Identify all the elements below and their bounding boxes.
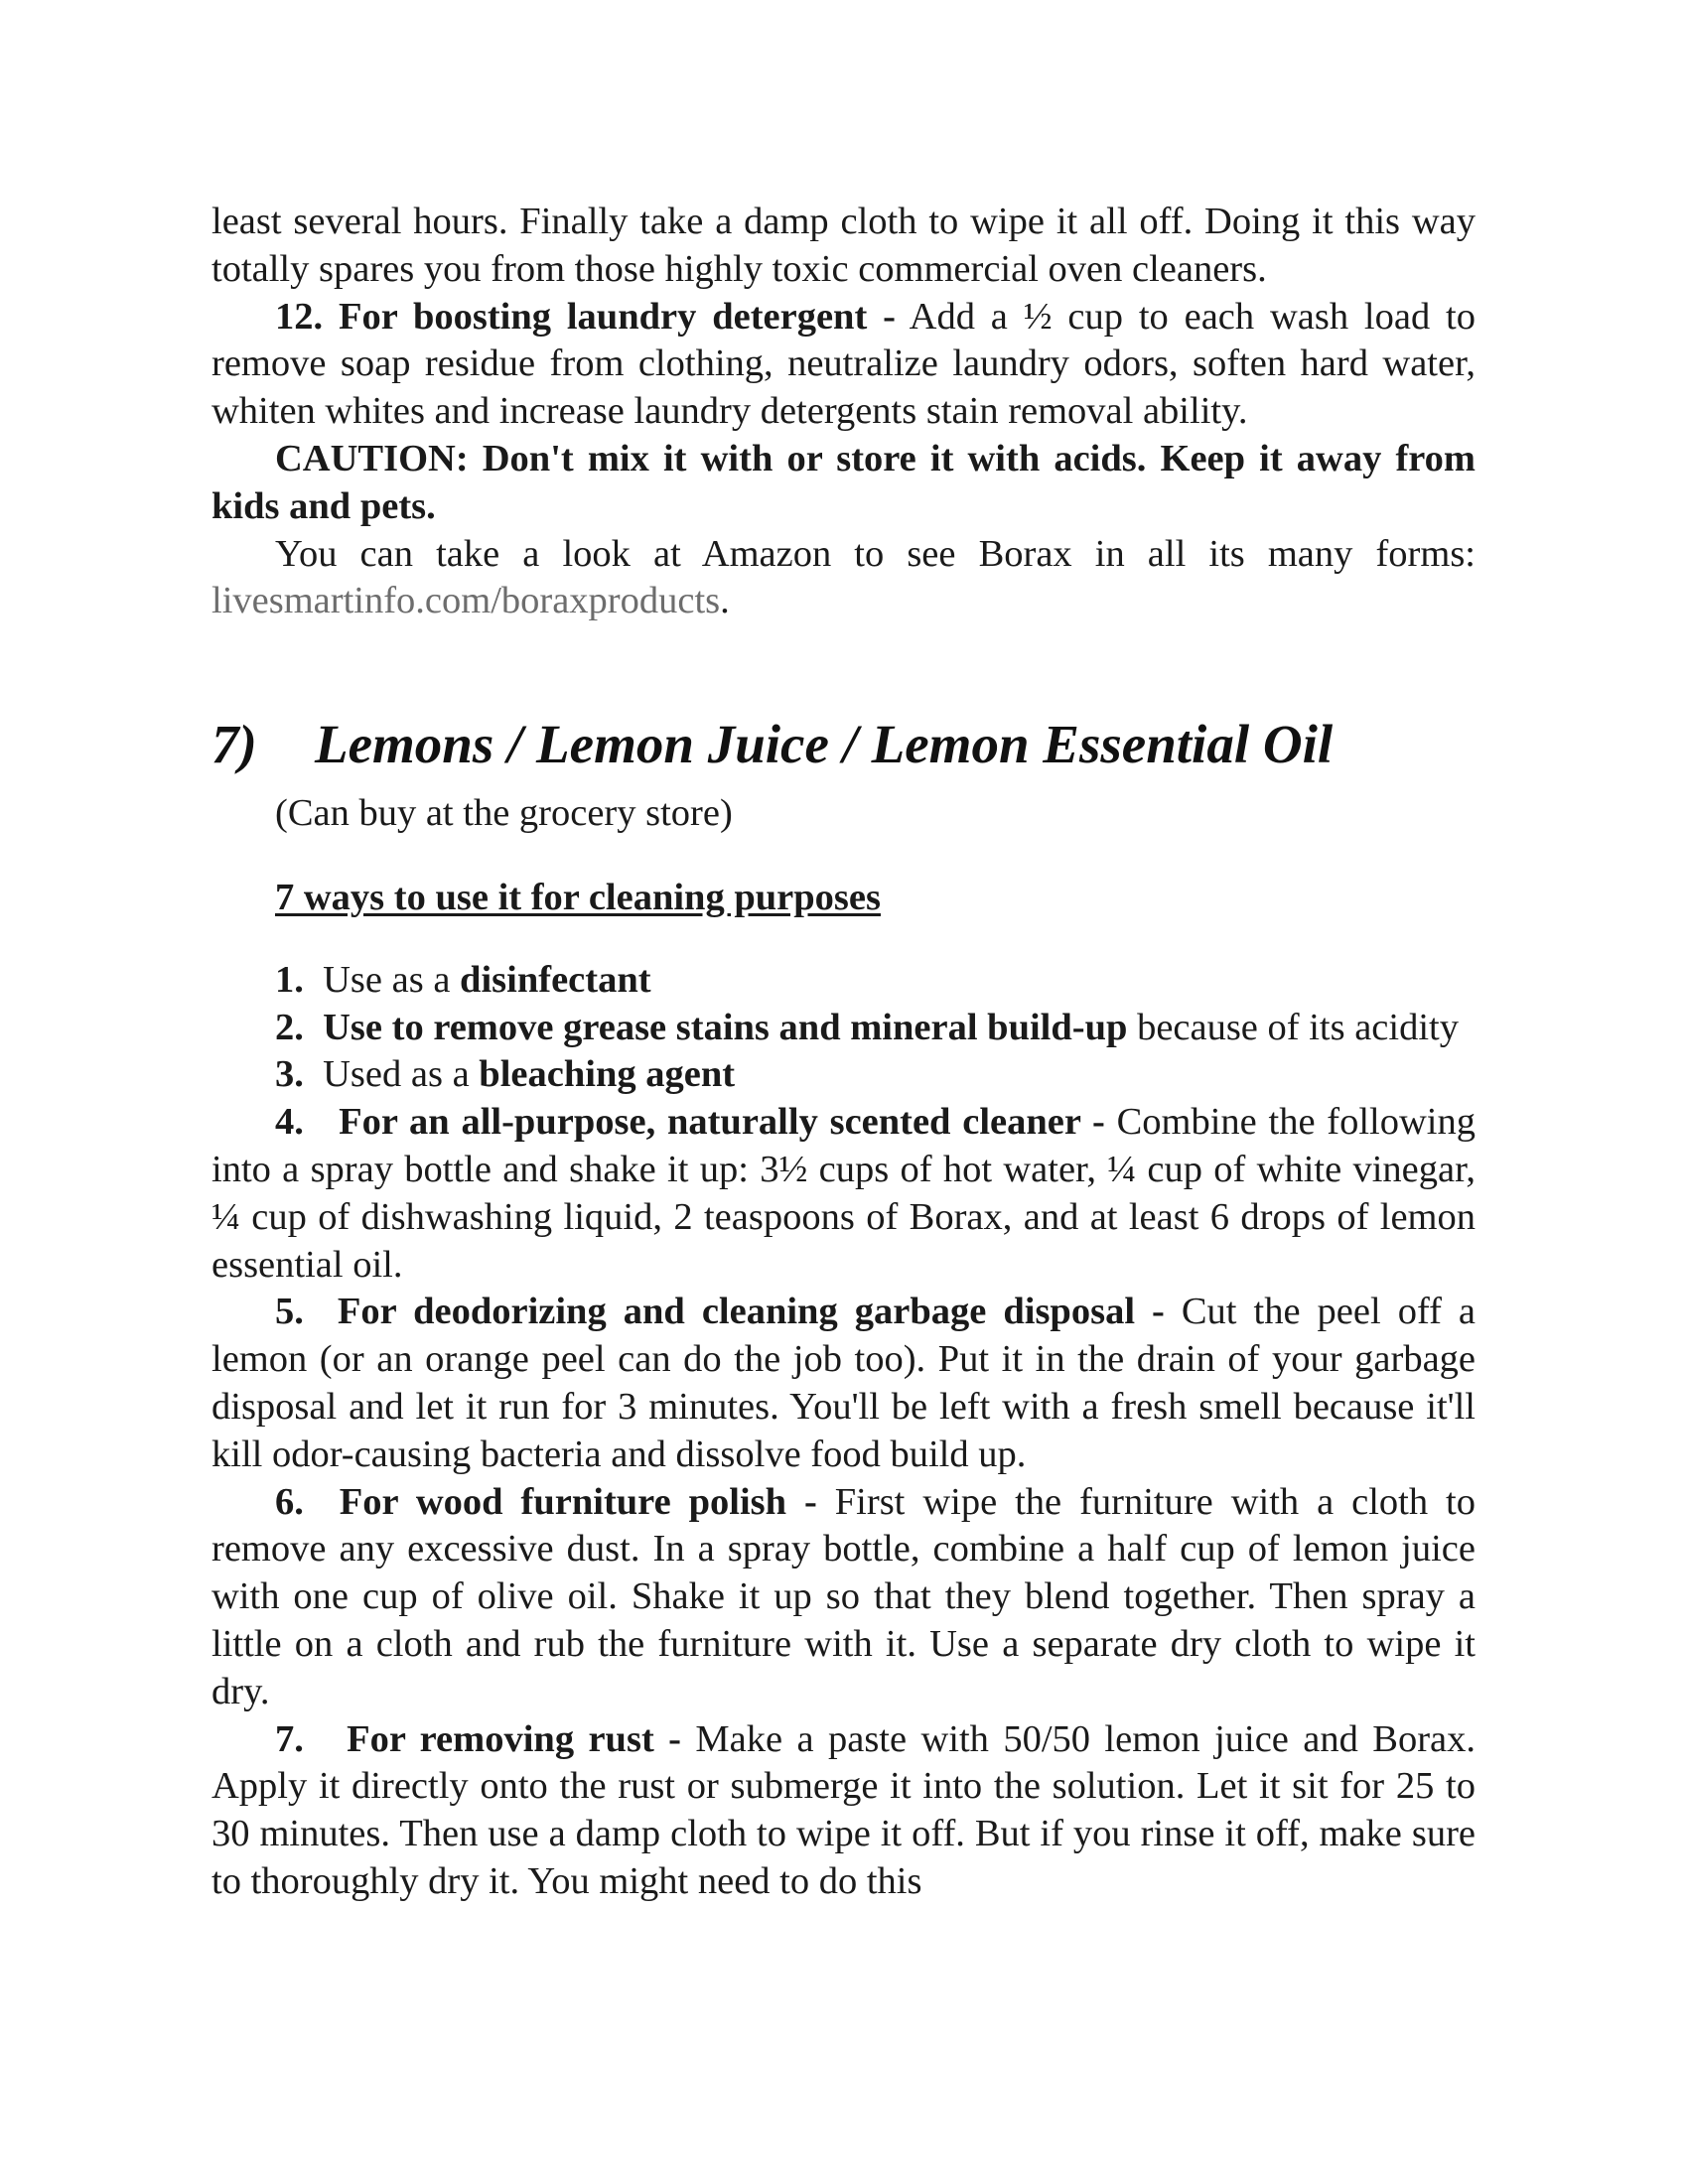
laundry-tip-paragraph [211,294,1476,436]
item-number: 3. [275,1053,304,1096]
list-item: 4. For an all-purpose, naturally scented cleaner - Combine the following into a spray bottle and shake it up: 3½ cups of hot water, ¼ cup of white vinegar, ¼ cup of dishwashing liquid, 2 teaspoons of Borax, and at least 6 drops of lemon essential oil. [211,1101,1476,1286]
list-item: 1. Use as a disinfectant [275,958,651,1001]
item-heading: bleaching agent [479,1053,736,1096]
item-number: 2. [275,1006,304,1048]
document-page [211,199,1476,1906]
section-subtitle: (Can buy at the grocery store) [275,792,733,835]
amazon-text-end: . [720,580,730,622]
continuation-paragraph: least several hours. Finally take a damp cloth to wipe it all off. Doing it this way totally spares you from those highly toxic commercial oven cleaners. [211,201,1476,290]
cleaning-tips-list [211,957,1476,1906]
ways-heading: 7 ways to use it for cleaning purposes [275,876,881,918]
caution-paragraph [211,436,1476,531]
section-heading [211,713,1476,776]
list-item: 3. Used as a bleaching agent [275,1053,736,1096]
borax-products-link[interactable]: livesmartinfo.com/boraxproducts [211,580,721,622]
section-title: Lemons / Lemon Juice / Lemon Essential Oil [315,714,1334,775]
item-heading: For deodorizing and cleaning garbage disposal - [337,1291,1165,1333]
item-heading: For an all-purpose, naturally scented cleaner - [339,1101,1105,1144]
laundry-tip-text: Add a ½ cup to each wash load to remove soap residue from clothing, neutralize laundry odors, soften hard water, whiten whites and increase laundry detergents stain removal ability. [211,295,1476,433]
amazon-paragraph [211,531,1476,626]
item-number: 6. [275,1480,304,1523]
section-number: 7) [211,714,257,775]
item-number: 1. [275,958,304,1001]
item-number: 5. [275,1291,304,1333]
list-item: 5. For deodorizing and cleaning garbage disposal - Cut the peel off a lemon (or an orange peel can do the job too). Put it in the drain of your garbage disposal and let it run for 3 minutes. You'll be left with a fresh smell because it'll kill odor-causing bacteria and dissolve food build up. [211,1291,1476,1475]
amazon-text: You can take a look at Amazon to see Borax in all its many forms: [275,532,1476,575]
item-heading: For removing rust - [347,1717,682,1760]
caution-text: CAUTION: Don't mix it with or store it with acids. Keep it away from kids and pets. [211,437,1476,527]
list-item: 6. For wood furniture polish - First wipe the furniture with a cloth to remove any excessive dust. In a spray bottle, combine a half cup of lemon juice with one cup of olive oil. Shake it up so that they blend together. Then spray a little on a cloth and rub the furniture with it. Use a separate dry cloth to wipe it dry. [211,1480,1477,1712]
list-item: 2. Use to remove grease stains and mineral build-up because of its acidity [275,1006,1459,1048]
item-number: 7. [275,1717,304,1760]
list-item: 7. For removing rust - Make a paste with 50/50 lemon juice and Borax. Apply it directly onto the rust or submerge it into the solution. Let it sit for 25 to 30 minutes. Then use a damp cloth to wipe it off. But if you rinse it off, make sure to thoroughly dry it. You might need to do this [211,1717,1477,1902]
item-heading: Use to remove grease stains and mineral build-up [323,1006,1128,1048]
item-heading: For wood furniture polish - [339,1480,817,1523]
laundry-tip-heading: 12. For boosting laundry detergent - [275,295,896,338]
item-heading: disinfectant [460,958,651,1001]
item-number: 4. [275,1101,304,1144]
